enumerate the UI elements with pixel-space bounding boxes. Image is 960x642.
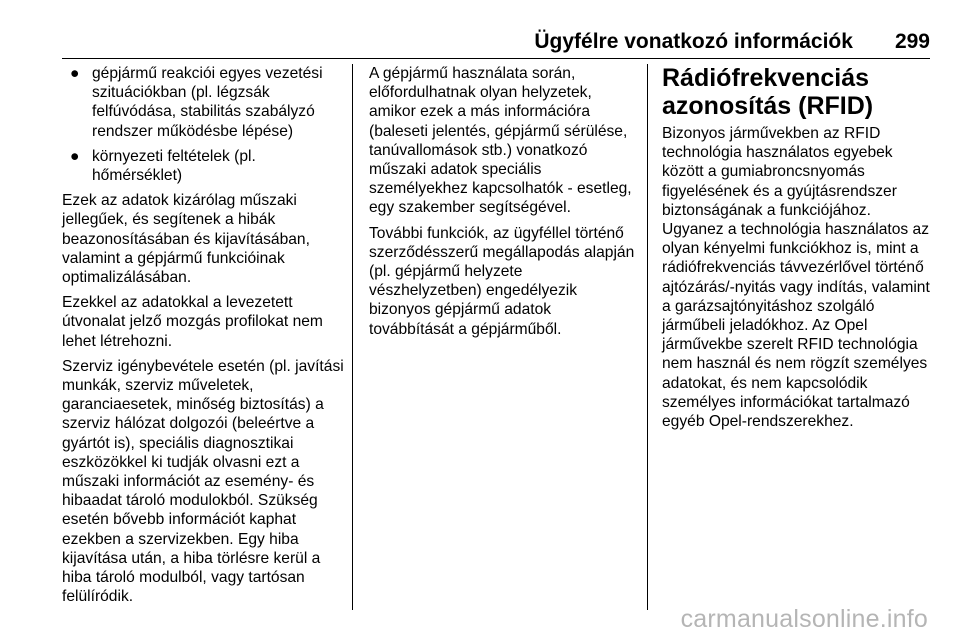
column-divider-2 — [647, 64, 648, 610]
paragraph: Ezek az adatok kizárólag műszaki jellegűek, és segítenek a hibák beazonosításában és kijavításában, valamint a gépjármű funkcióinak optimalizálásában. — [62, 192, 310, 287]
bullet-text: környezeti feltételek (pl. hőmérséklet) — [92, 147, 256, 185]
bullet-item — [62, 64, 344, 141]
paragraph: A gépjármű használata során, előfordulhatnak olyan helyzetek, amikor ezek a más információra (baleseti jelentés, gépjármű sérülése, tanúvallomások stb.) vonatkozó műszaki adatok speciális személyekhez kapcsolhatók - esetleg, egy szakember segítségével. — [369, 65, 632, 217]
page-title: Ügyfélre vonatkozó információk — [534, 30, 853, 53]
paragraph: Ezekkel az adatokkal a levezetett útvonalat jelző mozgás profilokat nem lehet létrehozni. — [62, 294, 323, 350]
bullet-text: gépjármű reakciói egyes vezetési szituációkban (pl. légzsák felfúvódása, stabilitás szabályzó rendszer működésbe lépése) — [92, 65, 323, 140]
section-heading: Rádiófrekvenciás azonosítás (RFID) — [662, 64, 874, 120]
column-1 — [62, 64, 344, 612]
column-3 — [662, 64, 932, 437]
bullet-dot-icon: ● — [70, 147, 80, 165]
page-header — [62, 22, 930, 59]
column-divider-1 — [352, 64, 353, 610]
column-2 — [369, 64, 639, 345]
paragraph: További funkciók, az ügyféllel történő szerződésszerű megállapodás alapján (pl. gépjármű helyzete vészhelyzetben) engedélyezik bizonyos gépjármű adatok továbbítását a gépjárműből. — [369, 224, 635, 338]
bullet-item — [62, 147, 344, 185]
watermark: carmanualsonline.info — [680, 605, 928, 633]
paragraph: Szerviz igénybevétele esetén (pl. javítási munkák, szerviz műveletek, garanciaesetek, minőség biztosítás) a szerviz hálózat dolgozói (beleértve a gyártót is), speciális diagnosztikai eszközökkel ki tudják olvasni ezt a műszaki információt az esemény- és hibaadat tároló modulokból. Szükség esetén bővebb információt kaphat ezekben a szervizekben. Egy hiba kijavítása után, a hiba törlésre kerül a hiba tároló modulból, vagy tartósan felülíródik. — [62, 357, 344, 606]
bullet-dot-icon: ● — [70, 65, 80, 82]
paragraph: Bizonyos járművekben az RFID technológia használatos egyebek között a gumiabroncsnyomás figyelésének és a gyújtásrendszer biztonságának a funkciójához. Ugyanez a technológia használatos az olyan kényelmi funkciókhoz is, mint a rádiófrekvenciás távvezérlővel történő ajtózárás/-nyitás vagy indítás, valamint a garázsajtónyitáshoz szolgáló járműbeli jeladókhoz. Az Opel járművekbe szerelt RFID technológia nem használ és nem rögzít személyes adatokat, és nem kapcsolódik személyes információkat tartalmazó egyéb Opel-rendszerekhez. — [662, 125, 930, 431]
page-number: 299 — [894, 30, 930, 53]
